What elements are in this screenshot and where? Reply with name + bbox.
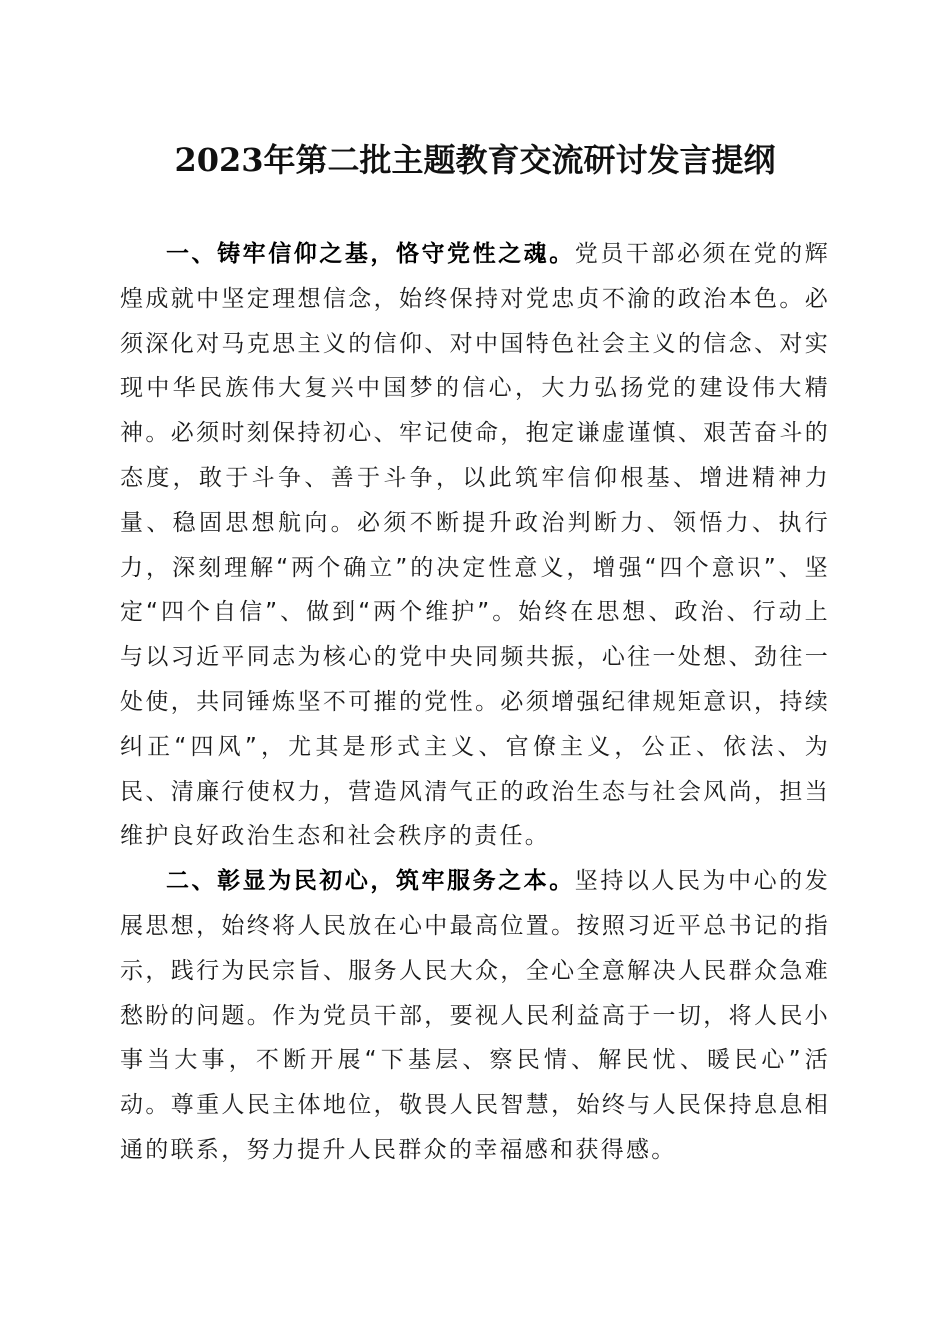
- paragraph-2-heading: 二、彰显为民初心，筑牢服务之本。: [166, 868, 575, 895]
- paragraph-2-text: 坚持以人民为中心的发展思想，始终将人民放在心中最高位置。按照习近平总书记的指示，践行为民宗旨、服务人民大众，全心全意解决人民群众急难愁盼的问题。作为党员干部，要视人民利益高于一切，将人民小事当大事，不断开展“下基层、察民情、解民忧、暖民心”活动。尊重人民主体地位，敬畏人民智慧，始终与人民保持息息相通的联系，努力提升人民群众的幸福感和获得感。: [120, 868, 830, 1163]
- paragraph-1: [120, 232, 830, 859]
- document-body: [120, 232, 830, 1173]
- paragraph-1-heading: 一、铸牢信仰之基，恪守党性之魂。: [166, 241, 575, 267]
- paragraph-2: [120, 859, 830, 1173]
- document-title: 2023年第二批主题教育交流研讨发言提纲: [174, 141, 776, 179]
- paragraph-1-text: 党员干部必须在党的辉煌成就中坚定理想信念，始终保持对党忠贞不渝的政治本色。必须深化对马克思主义的信仰、对中国特色社会主义的信念、对实现中华民族伟大复兴中国梦的信心，大力弘扬党的建设伟大精神。必须时刻保持初心、牢记使命，抱定谦虚谨慎、艰苦奋斗的态度，敢于斗争、善于斗争，以此筑牢信仰根基、增进精神力量、稳固思想航向。必须不断提升政治判断力、领悟力、执行力，深刻理解“两个确立”的决定性意义，增强“四个意识”、坚定“四个自信”、做到“两个维护”。始终在思想、政治、行动上与以习近平同志为核心的党中央同频共振，心往一处想、劲往一处使，共同锤炼坚不可摧的党性。必须增强纪律规矩意识，持续纠正“四风”，尤其是形式主义、官僚主义，公正、依法、为民、清廉行使权力，营造风清气正的政治生态与社会风尚，担当维护良好政治生态和社会秩序的责任。: [120, 241, 830, 850]
